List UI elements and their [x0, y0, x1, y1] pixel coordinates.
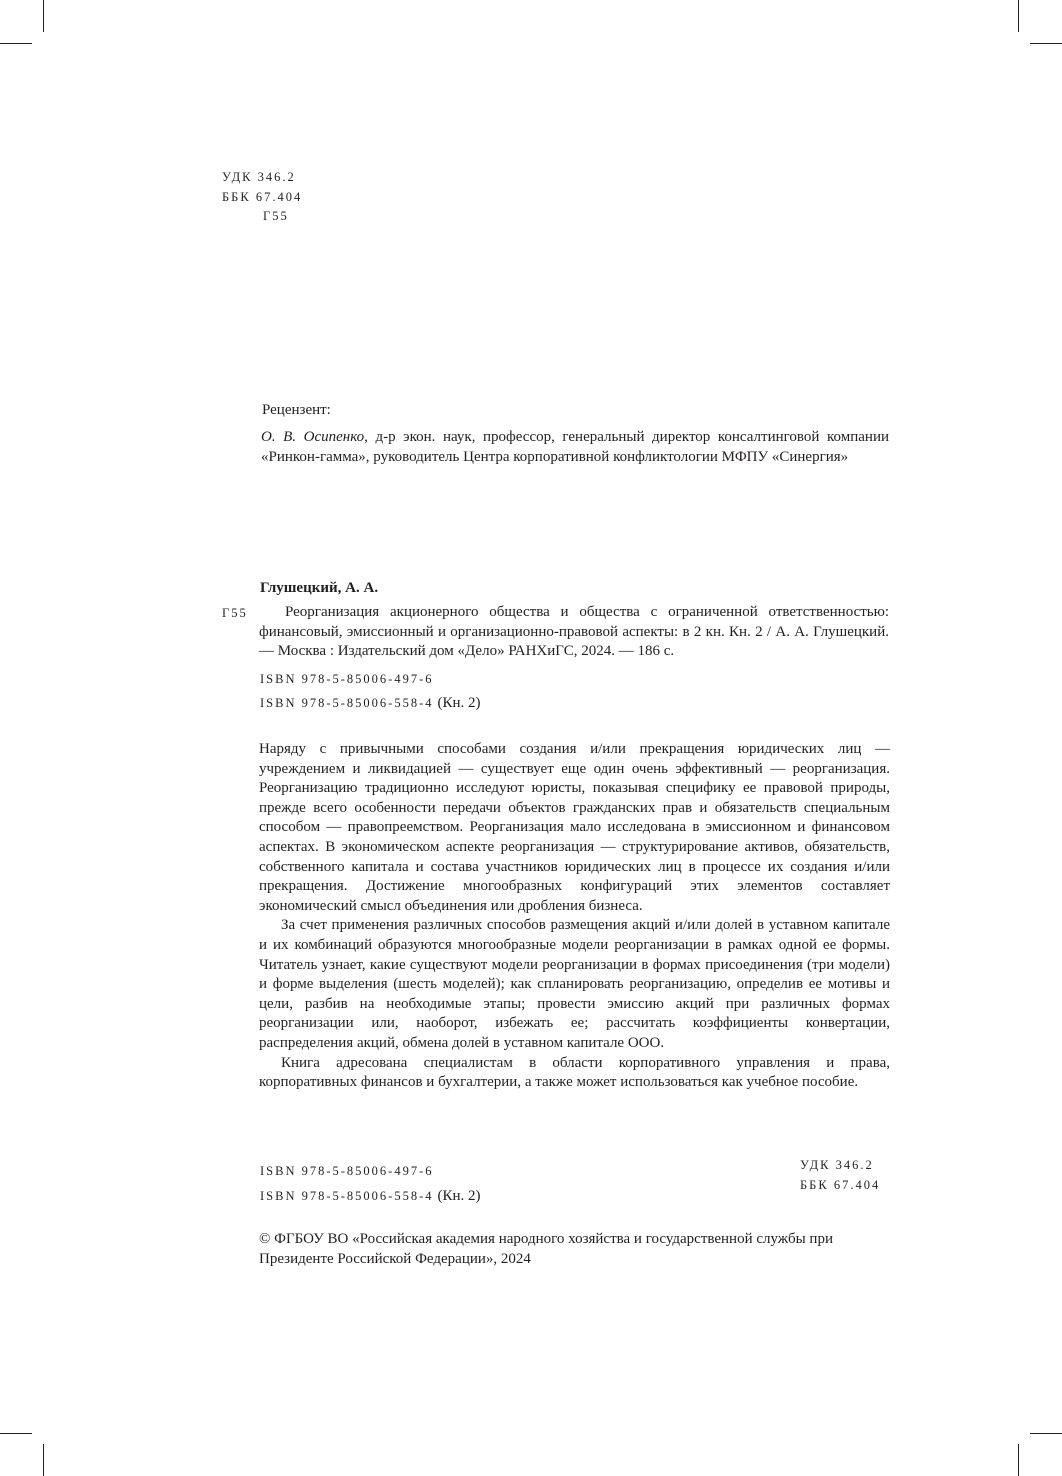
crop-mark-top-right-v	[1018, 0, 1019, 32]
isbn-book-note: (Кн. 2)	[437, 695, 481, 711]
footer-isbn-book	[260, 1187, 481, 1205]
record-author-mark: Г55	[222, 606, 248, 620]
reviewer-name: О. В. Осипенко	[261, 429, 365, 445]
author-mark: Г55	[263, 209, 289, 223]
footer-isbn-set	[260, 1162, 434, 1180]
footer-isbn-book-value: ISBN 978-5-85006-558-4	[260, 1189, 434, 1203]
abstract-paragraph: Книга адресована специалистам в области корпоративного управления и права, корпоративных финансов и бухгалтерии, а также может использоваться как учебное пособие.	[259, 1054, 890, 1091]
isbn-set: ISBN 978-5-85006-497-6	[260, 672, 434, 686]
reviewer-details: , д-р экон. наук, профессор, генеральный директор консалтинговой компании «Ринкон-гамма», руководитель Центра корпоративной конфликтологии МФПУ «Синергия»	[261, 429, 890, 465]
abstract-paragraph: За счет применения различных способов размещения акций и/или долей в уставном капитале и их комбинаций образуются многообразные модели реорганизации в рамках одной ее формы. Читатель узнает, какие существуют модели реорганизации в формах присоединения (три модели) и форме выделения (шесть моделей); как спланировать реорганизацию, определив ее мотивы и цели, разбив на необходимые этапы; провести эмиссию акций при различных формах реорганизации или, наоборот, избежать ее; рассчитать коэффициенты конвертации, распределения акций, обмена долей в уставном капитале ООО.	[259, 917, 890, 1051]
udk-code: УДК 346.2	[222, 170, 296, 184]
crop-mark-top-left-v	[43, 0, 44, 32]
footer-udk-code: УДК 346.2	[800, 1158, 874, 1172]
footer-isbn-set-value: ISBN 978-5-85006-497-6	[260, 1164, 434, 1178]
reviewer-label: Рецензент:	[262, 402, 331, 418]
crop-mark-bottom-left-v	[43, 1444, 44, 1476]
crop-mark-bottom-left-h	[0, 1433, 32, 1434]
footer-classification-codes	[800, 1156, 880, 1195]
bbk-code: ББК 67.404	[222, 189, 303, 204]
footer-isbn-book-note: (Кн. 2)	[437, 1188, 481, 1204]
record-author: Глушецкий, А. А.	[260, 580, 379, 596]
crop-mark-top-right-h	[1030, 43, 1062, 44]
abstract	[259, 740, 890, 1093]
abstract-paragraph: Наряду с привычными способами создания и/или прекращения юридических лиц — учреждением и ликвидацией — существует еще один очень эффективный — реорганизация. Реорганизацию традиционно исследуют юристы, показывая специфику ее правовой природы, прежде всего особенности передачи объектов гражданских прав и обязательств специальным способом — правопреемством. Реорганизация мало исследована в эмиссионном и финансовом аспектах. В экономическом аспекте реорганизация — структурирование активов, обязательств, собственного капитала и состава участников юридических лиц в процессе их создания и/или прекращения. Достижение многообразных конфигураций этих элементов составляет экономический смысл объединения или дробления бизнеса.	[259, 741, 890, 914]
crop-mark-bottom-right-v	[1018, 1444, 1019, 1476]
classification-codes	[222, 168, 302, 227]
reviewer-block	[261, 428, 889, 467]
record-isbn-book	[260, 694, 481, 712]
footer-bbk-code: ББК 67.404	[800, 1177, 881, 1192]
record-isbn-set	[260, 670, 434, 688]
copyright-notice: © ФГБОУ ВО «Российская академия народного хозяйства и государственной службы при Президенте Российской Федерации», 2024	[259, 1231, 833, 1267]
crop-mark-bottom-right-h	[1030, 1433, 1062, 1434]
record-description: Реорганизация акционерного общества и общества с ограниченной ответственностью: финансовый, эмиссионный и организационно-правовой аспекты: в 2 кн. Кн. 2 / А. А. Глушецкий. — Москва : Издательский дом «Дело» РАНХиГС, 2024. — 186 с.	[259, 604, 889, 660]
crop-mark-top-left-h	[0, 43, 32, 44]
isbn-book: ISBN 978-5-85006-558-4	[260, 696, 434, 710]
